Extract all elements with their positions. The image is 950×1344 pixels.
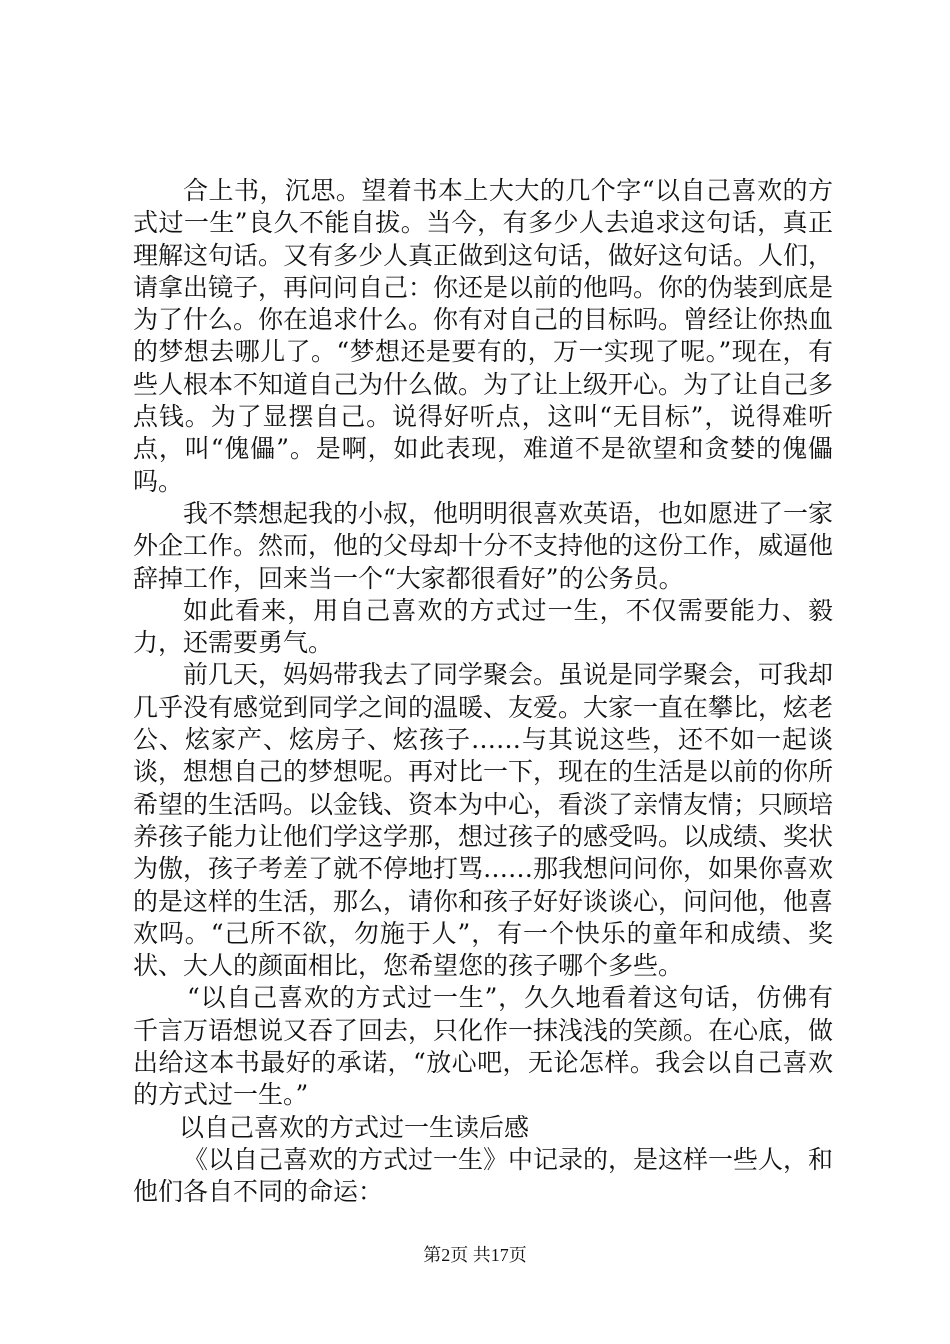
paragraph-4: 前几天，妈妈带我去了同学聚会。虽说是同学聚会，可我却几乎没有感觉到同学之间的温暖、友爱。大家一直在攀比，炫老公、炫家产、炫房子、炫孩子……与其说这些，还不如一起谈谈，想想自己的梦想呢。再对比一下，现在的生活是以前的你所希望的生活吗。以金钱、资本为中心，看淡了亲情友情；只顾培养孩子能力让他们学这学那，想过孩子的感受吗。以成绩、奖状为傲，孩子考差了就不停地打骂……那我想问问你，如果你喜欢的是这样的生活，那么，请你和孩子好好谈谈心，问问他，他喜欢吗。“己所不欲，勿施于人”，有一个快乐的童年和成绩、奖状、大人的颜面相比，您希望您的孩子哪个多些。 — [133, 660, 834, 981]
paragraph-6: 《以自己喜欢的方式过一生》中记录的，是这样一些人，和他们各自不同的命运： — [133, 1144, 834, 1207]
page-number: 第2页 共17页 — [423, 1245, 527, 1265]
section-heading: 以自己喜欢的方式过一生读后感 — [179, 1112, 530, 1142]
article-body — [133, 175, 833, 1209]
page-footer — [0, 1243, 950, 1267]
paragraph-5: “以自己喜欢的方式过一生”，久久地看着这句话，仿佛有千言万语想说又吞了回去，只化作一抹浅浅的笑颜。在心底，做出给这本书最好的承诺，“放心吧，无论怎样。我会以自己喜欢的方式过一生。” — [133, 983, 834, 1110]
paragraph-2: 我不禁想起我的小叔，他明明很喜欢英语，也如愿进了一家外企工作。然而，他的父母却十分不支持他的这份工作，威逼他辞掉工作，回来当一个“大家都很看好”的公务员。 — [133, 498, 834, 593]
paragraph-1: 合上书，沉思。望着书本上大大的几个字“以自己喜欢的方式过一生”良久不能自拔。当今，有多少人去追求这句话，真正理解这句话。又有多少人真正做到这句话，做好这句话。人们，请拿出镜子，再问问自己：你还是以前的他吗。你的伪装到底是为了什么。你在追求什么。你有对自己的目标吗。曾经让你热血的梦想去哪儿了。“梦想还是要有的，万一实现了呢。”现在，有些人根本不知道自己为什么做。为了让上级开心。为了让自己多点钱。为了显摆自己。说得好听点，这叫“无目标”，说得难听点，叫“傀儡”。是啊，如此表现，难道不是欲望和贪婪的傀儡吗。 — [133, 176, 834, 496]
paragraph-3: 如此看来，用自己喜欢的方式过一生，不仅需要能力、毅力，还需要勇气。 — [133, 595, 833, 658]
